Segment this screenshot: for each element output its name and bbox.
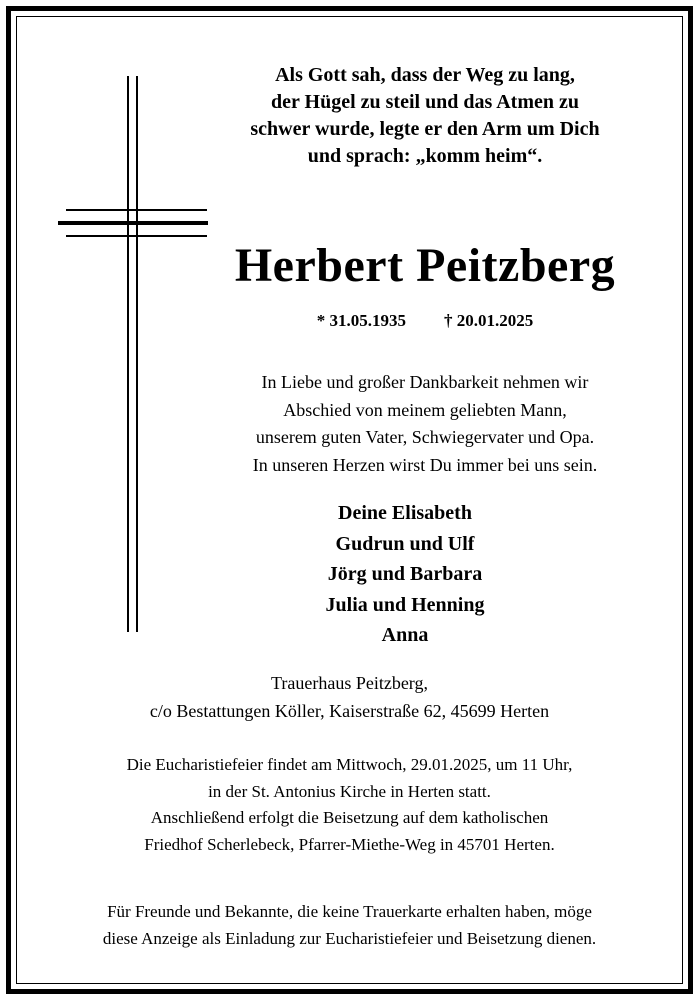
motto-line: Als Gott sah, dass der Weg zu lang, — [275, 64, 575, 86]
motto-verse — [205, 62, 645, 170]
service-line: in der St. Antonius Kirche in Herten statt. — [208, 781, 491, 801]
death-date: † 20.01.2025 — [444, 311, 534, 330]
motto-line: und sprach: „komm heim“. — [307, 145, 543, 167]
life-dates — [215, 309, 635, 333]
motto-line: schwer wurde, legte er den Arm um Dich — [250, 118, 600, 140]
friends-note-line: Für Freunde und Bekannte, die keine Trauerkarte erhalten haben, möge — [107, 902, 592, 921]
farewell-line: Abschied von meinem geliebten Mann, — [283, 399, 567, 420]
family-member: Deine Elisabeth — [338, 502, 472, 524]
family-member: Jörg und Barbara — [327, 563, 483, 585]
service-line: Die Eucharistiefeier findet am Mittwoch, 29.01.2025, um 11 Uhr, — [126, 755, 573, 774]
farewell-line: In unseren Herzen wirst Du immer bei uns sein. — [252, 454, 598, 475]
family-member: Julia und Henning — [325, 593, 485, 616]
farewell-text — [185, 369, 665, 479]
family-member: Anna — [381, 624, 429, 646]
friends-note — [20, 898, 679, 952]
cross-icon — [58, 76, 208, 632]
mourning-house-address — [30, 670, 669, 725]
service-line: Anschließend erfolgt die Beisetzung auf dem katholischen — [150, 808, 549, 827]
address-line: c/o Bestattungen Köller, Kaiserstraße 62, 45699 Herten — [149, 700, 550, 721]
service-line: Friedhof Scherlebeck, Pfarrer-Miethe-Weg in 45701 Herten. — [144, 834, 555, 854]
deceased-name: Herbert Peitzberg — [234, 239, 616, 292]
family-member: Gudrun und Ulf — [335, 532, 475, 555]
farewell-line: In Liebe und großer Dankbarkeit nehmen wir — [261, 372, 589, 392]
farewell-line: unserem guten Vater, Schwiegervater und Opa. — [255, 427, 595, 447]
motto-line: der Hügel zu steil und das Atmen zu — [271, 91, 579, 113]
friends-note-line: diese Anzeige als Einladung zur Eucharistiefeier und Beisetzung dienen. — [102, 929, 597, 948]
family-signatures — [210, 498, 600, 651]
address-line: Trauerhaus Peitzberg, — [271, 673, 428, 693]
service-details — [30, 752, 669, 858]
birth-date: * 31.05.1935 — [316, 311, 406, 330]
